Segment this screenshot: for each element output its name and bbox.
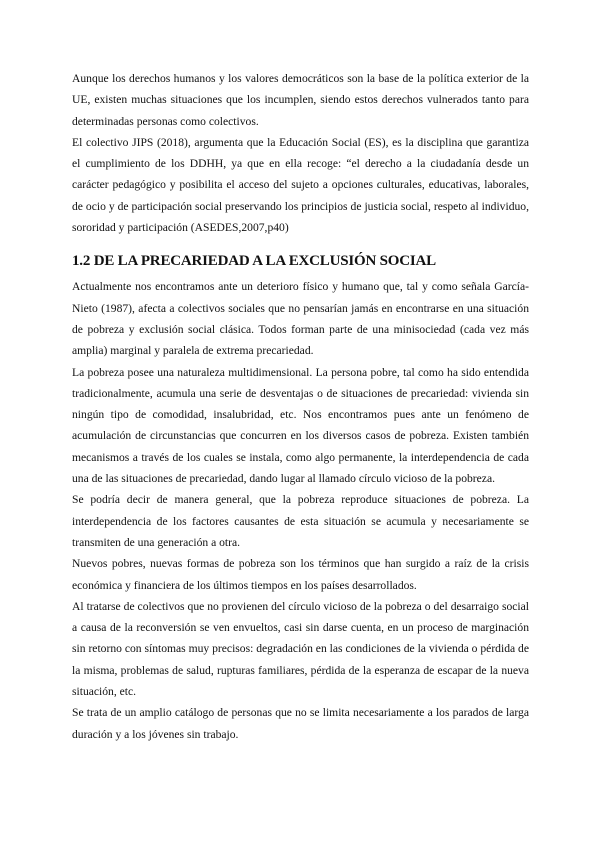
paragraph: Nuevos pobres, nuevas formas de pobreza son los términos que han surgido a raíz de la crisis económica y financiera de los últimos tiempos en los países desarrollados. xyxy=(72,557,529,592)
paragraph: Se trata de un amplio catálogo de personas que no se limita necesariamente a los parados de larga duración y a los jóvenes sin trabajo. xyxy=(72,706,529,741)
paragraph: Actualmente nos encontramos ante un deterioro físico y humano que, tal y como señala García- Nieto (1987), afecta a colectivos sociales que no pensarían jamás en encontrarse en una situación de pobreza y exclusión social clásica. Todos forman parte de una minisociedad (cada vez más amplia) marginal y paralela de extrema precariedad. xyxy=(72,280,529,358)
paragraph: La pobreza posee una naturaleza multidimensional. La persona pobre, tal como ha sido entendida tradicionalmente, acumula una serie de desventajas o de situaciones de precariedad: vivienda sin ningún tipo de comodidad, insalubridad, etc. Nos encontramos pues ante un fenómeno de acumulación de circunstancias que concurren en los diversos casos de pobreza. Existen también mecanismos a través de los cuales se instala, como algo permanente, la interdependencia de cada una de las situaciones de precariedad, dando lugar al llamado círculo vicioso de la pobreza. xyxy=(72,365,529,486)
paragraph: Aunque los derechos humanos y los valores democráticos son la base de la política exterior de la UE, existen muchas situaciones que los incumplen, siendo estos derechos vulnerados tanto para determinadas personas como colectivos. xyxy=(72,72,529,128)
paragraph: Se podría decir de manera general, que la pobreza reproduce situaciones de pobreza. La interdependencia de los factores causantes de esta situación se acumula y necesariamente se transmiten de una generación a otra. xyxy=(72,493,529,549)
paragraph: Al tratarse de colectivos que no provienen del círculo vicioso de la pobreza o del desarraigo social a causa de la reconversión se ven envueltos, casi sin darse cuenta, en un proceso de marginación sin retorno con síntomas muy precisos: degradación en las condiciones de la vivienda o pérdida de la misma, problemas de salud, rupturas familiares, pérdida de la esperanza de escapar de la nueva situación, etc. xyxy=(72,599,529,699)
paragraph: El colectivo JIPS (2018), argumenta que la Educación Social (ES), es la disciplina que garantiza el cumplimiento de los DDHH, ya que en ella recoge: “el derecho a la ciudadanía desde un carácter pedagógico y posibilita el acceso del sujeto a opciones culturales, educativas, laborales, de ocio y de participación social preservando los principios de justicia social, respeto al individuo, sororidad y participación (ASEDES,2007,p40) xyxy=(72,135,529,235)
document-body xyxy=(72,68,529,745)
section-heading: 1.2 DE LA PRECARIEDAD A LA EXCLUSIÓN SOCIAL xyxy=(72,253,436,270)
